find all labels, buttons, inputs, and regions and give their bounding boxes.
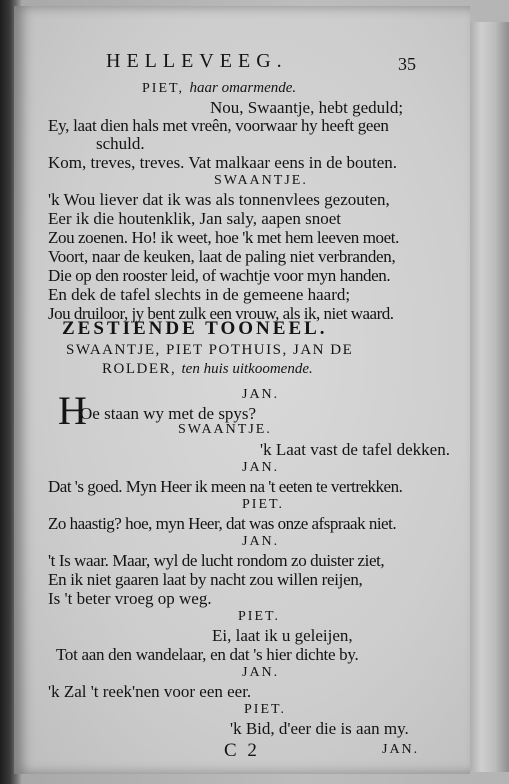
verse-line: Zo haastig? hoe, myn Heer, dat was onze afspraak niet. [48,514,397,533]
speaker-jan: JAN. [242,460,280,475]
book-page [14,6,470,774]
verse-line: Nou, Swaantje, hebt geduld; [210,98,404,117]
verse-line: 'k Zal 't reek'nen voor een eer. [48,682,252,701]
speaker-swaantje: SWAANTJE. [178,422,272,437]
verse-line: 'k Laat vast de tafel dekken. [260,440,450,459]
speaker-piet: PIET. [244,702,287,717]
verse-line: 't Is waar. Maar, wyl de lucht rondom zo duister ziet, [48,551,385,570]
cast-line: ROLDER, ten huis uitkoomende. [102,361,313,377]
cast-line: SWAANTJE, PIET POTHUIS, JAN DE [66,342,354,358]
speaker-jan: JAN. [242,665,280,680]
speaker-piet: PIET. [242,497,285,512]
verse-line: Zou zoenen. Ho! ik weet, hoe 'k met hem leeven moet. [48,228,399,247]
verse-line: Jou druiloor, jy bent zulk een vrouw, als ik, niet waard. [48,304,394,323]
verse-line: Eer ik die houtenklik, Jan saly, aapen snoet [48,209,342,228]
speaker-swaantje: SWAANTJE. [214,173,308,188]
verse-line: Dat 's goed. Myn Heer ik meen na 't eeten te vertrekken. [48,477,403,496]
verse-line: Tot aan den wandelaar, en dat 's hier dichte by. [56,645,359,664]
verse-line: Is 't beter vroeg op weg. [48,589,212,608]
scene-heading: ZESTIENDE TOONEEL. [62,318,328,339]
speaker-jan: JAN. [242,534,280,549]
verse-line: 'k Bid, d'eer die is aan my. [230,719,409,738]
verse-line: 'k Wou liever dat ik was als tonnenvlees gezouten, [48,190,390,209]
verse-line: Oe staan wy met de spys? [80,404,257,423]
catchword: JAN. [382,742,420,757]
verse-line: Kom, treves, treves. Vat malkaar eens in de bouten. [48,153,398,172]
verse-line: Voort, naar de keuken, laat de paling niet verbranden, [48,247,396,266]
signature-mark: C 2 [224,740,260,761]
verse-line: Ey, laat dien hals met vreên, voorwaar hy heeft geen [48,116,389,135]
verse-line: Die op den rooster leid, of wachtje voor myn handen. [48,266,391,285]
running-head: HELLEVEEG. [106,50,288,72]
speaker-jan: JAN. [242,387,280,402]
drop-cap: H [58,388,87,433]
page-number: 35 [398,54,416,74]
speaker-piet: PIET. [238,609,281,624]
verse-line: schuld. [96,134,145,153]
speaker-piet: PIET, haar omarmende. [142,80,297,96]
verse-line: En dek de tafel slechts in de gemeene haard; [48,285,351,304]
verse-line: Ei, laat ik u geleijen, [212,626,353,645]
verse-line: En ik niet gaaren laat by nacht zou willen reijen, [48,570,363,589]
